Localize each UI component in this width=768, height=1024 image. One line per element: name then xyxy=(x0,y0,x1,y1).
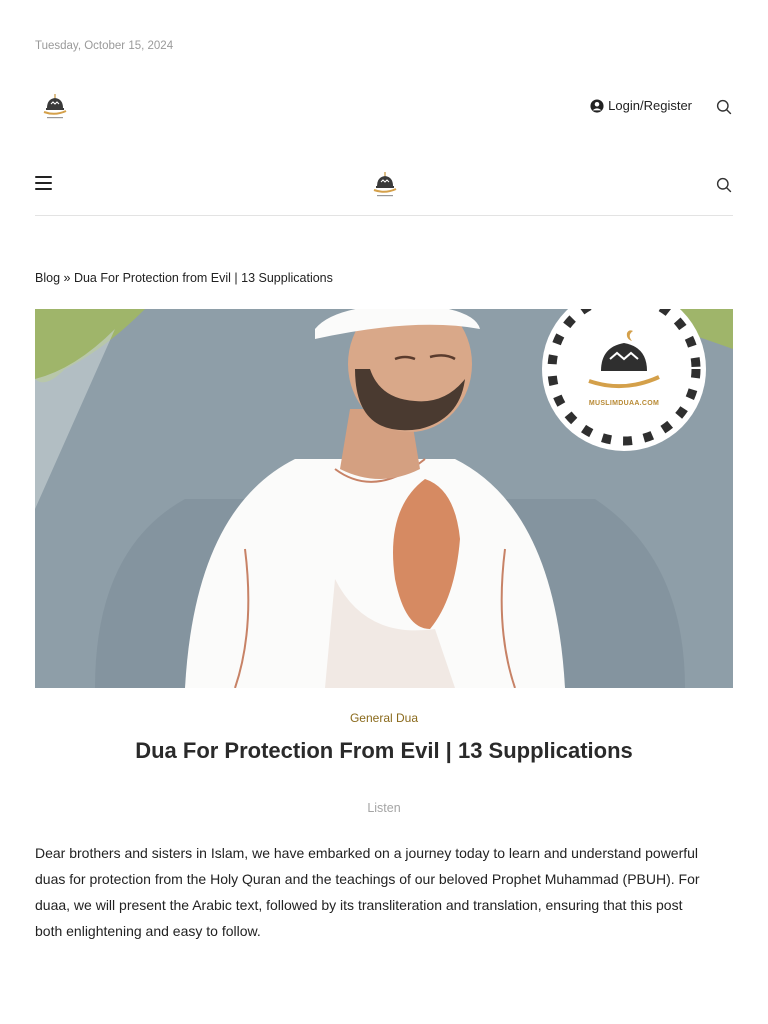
user-circle-icon xyxy=(590,99,604,113)
login-register-label: Login/Register xyxy=(608,98,692,113)
site-logo[interactable] xyxy=(41,92,69,122)
breadcrumb xyxy=(35,271,333,285)
article-line: both enlightening and easy to follow. xyxy=(35,923,261,939)
breadcrumb-blog-link[interactable]: Blog xyxy=(35,271,61,285)
featured-image xyxy=(35,309,733,688)
nav-search-button[interactable] xyxy=(716,177,732,193)
praying-man-illustration xyxy=(35,309,733,688)
search-icon xyxy=(716,177,732,193)
article-line: Dear brothers and sisters in Islam, we have embarked on a journey today to learn and understand powerful xyxy=(35,845,699,861)
mosque-logo-icon xyxy=(41,92,69,122)
header-date: Tuesday, October 15, 2024 xyxy=(35,40,174,52)
article-intro xyxy=(35,840,735,944)
breadcrumb-separator: » xyxy=(63,271,71,285)
hero-badge-text: MUSLIMDUAA.COM xyxy=(588,400,660,407)
header-divider xyxy=(35,215,733,216)
article-line: duas for protection from the Holy Quran and the teachings of our beloved Prophet Muhammad (PBUH). For xyxy=(35,871,700,887)
menu-button[interactable] xyxy=(35,176,52,190)
nav-logo[interactable] xyxy=(371,170,399,200)
mosque-logo-icon xyxy=(371,170,399,200)
search-button[interactable] xyxy=(716,99,732,115)
category-link[interactable]: General Dua xyxy=(349,711,419,725)
article-title: Dua For Protection From Evil | 13 Supplications xyxy=(135,738,633,763)
article-line: duaa, we will present the Arabic text, followed by its transliteration and translation, ensuring that this post xyxy=(35,897,683,913)
breadcrumb-current: Dua For Protection from Evil | 13 Supplications xyxy=(73,271,333,285)
search-icon xyxy=(716,99,732,115)
listen-button[interactable]: Listen xyxy=(367,801,401,815)
login-register-link[interactable] xyxy=(590,98,692,113)
hamburger-menu-icon xyxy=(35,176,52,178)
